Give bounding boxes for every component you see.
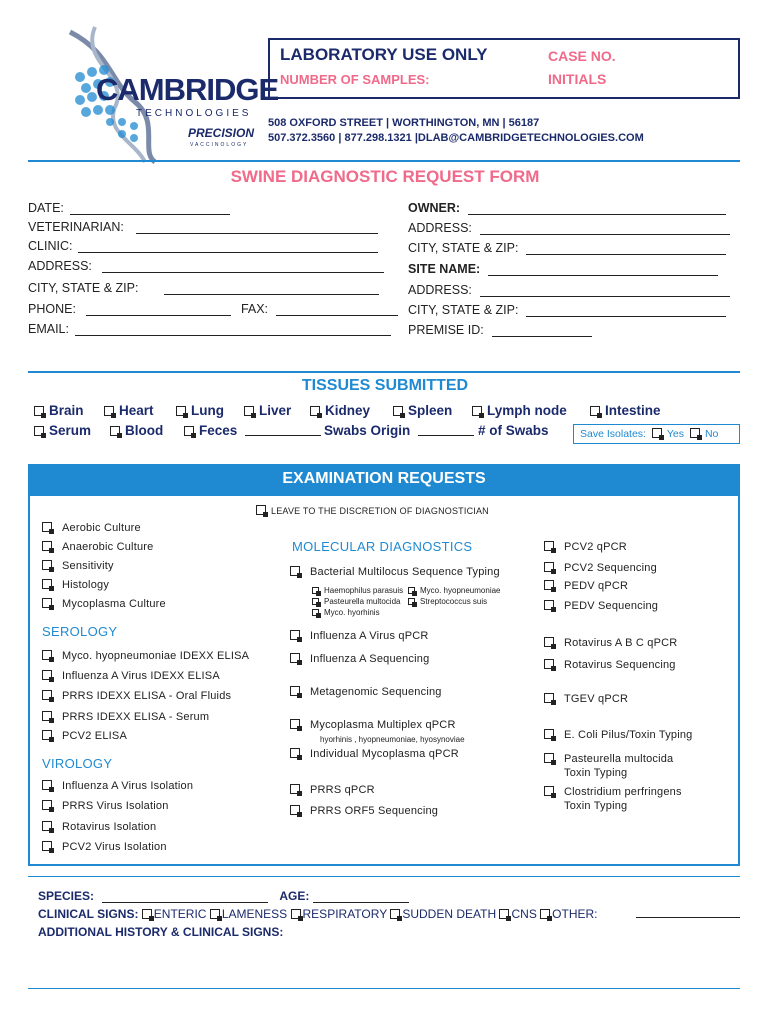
initials-label: INITIALS: [548, 71, 607, 87]
exam-molecular-6[interactable]: PRRS qPCR: [290, 784, 375, 796]
checkbox-icon: [393, 406, 403, 416]
checkbox-icon: [544, 753, 554, 763]
exam-serology-2[interactable]: Influenza A Virus IDEXX ELISA: [42, 670, 220, 682]
checkbox-icon: [184, 426, 194, 436]
checkbox-icon: [42, 522, 52, 532]
other-field[interactable]: [636, 906, 740, 918]
exam-molecular-2[interactable]: Influenza A Sequencing: [290, 653, 429, 665]
checkbox-icon: [42, 841, 52, 851]
logo-subtitle: TECHNOLOGIES: [136, 108, 252, 119]
isolates-yes[interactable]: Yes: [652, 428, 684, 440]
exam-serology-1[interactable]: Myco. hyopneumoniae IDEXX ELISA: [42, 650, 249, 662]
tissue-feces[interactable]: Feces: [184, 423, 237, 438]
serology-title: SEROLOGY: [42, 624, 118, 639]
checkbox-icon: [652, 428, 662, 438]
form-title: SWINE DIAGNOSTIC REQUEST FORM: [230, 167, 540, 186]
checkbox-icon: [408, 598, 415, 605]
checkbox-icon: [544, 659, 554, 669]
city-label: CITY, STATE & ZIP:: [28, 281, 139, 295]
exam-anaerobic-culture[interactable]: Anaerobic Culture: [42, 541, 153, 553]
site-address-field[interactable]: [480, 285, 730, 297]
checkbox-icon: [290, 653, 300, 663]
checkbox-icon: [256, 505, 266, 515]
tissue-blood[interactable]: Blood: [110, 423, 163, 438]
checkbox-icon: [42, 780, 52, 790]
history-label: ADDITIONAL HISTORY & CLINICAL SIGNS:: [38, 925, 284, 939]
checkbox-icon: [290, 784, 300, 794]
footer-rule-top: [28, 876, 740, 877]
exam-right-6[interactable]: Rotavirus Sequencing: [544, 659, 676, 671]
sign-sudden-death[interactable]: SUDDEN DEATH: [390, 907, 496, 921]
checkbox-icon: [499, 909, 509, 919]
exam-right-10[interactable]: Clostridium perfringens: [544, 786, 682, 798]
swabs-origin-field[interactable]: [418, 424, 474, 436]
site-city-label: CITY, STATE & ZIP:: [408, 303, 519, 317]
exam-serology-3[interactable]: PRRS IDEXX ELISA - Oral Fluids: [42, 690, 231, 702]
owner-label: OWNER:: [408, 201, 461, 215]
checkbox-icon: [42, 711, 52, 721]
checkbox-icon: [472, 406, 482, 416]
checkbox-icon: [42, 541, 52, 551]
checkbox-icon: [290, 805, 300, 815]
phone-label: PHONE:: [28, 302, 76, 316]
lab-address: 508 OXFORD STREET | WORTHINGTON, MN | 56187: [268, 117, 540, 129]
exam-molecular-3[interactable]: Metagenomic Sequencing: [290, 686, 442, 698]
bmst-myco-hyopneumoniae[interactable]: Myco. hyopneumoniae: [408, 586, 501, 595]
tissue-spleen[interactable]: Spleen: [393, 403, 452, 418]
case-no-label: CASE NO.: [548, 48, 616, 64]
exam-right-9[interactable]: Pasteurella multocida: [544, 753, 673, 765]
checkbox-icon: [544, 541, 554, 551]
tissue-serum[interactable]: Serum: [34, 423, 91, 438]
fax-label: FAX:: [240, 302, 269, 316]
tissues-title: TISSUES SUBMITTED: [301, 377, 469, 394]
date-field[interactable]: [70, 203, 230, 215]
exam-right-7[interactable]: TGEV qPCR: [544, 693, 628, 705]
checkbox-icon: [34, 426, 44, 436]
exam-right-5[interactable]: Rotavirus A B C qPCR: [544, 637, 677, 649]
exam-sensitivity[interactable]: Sensitivity: [42, 560, 114, 572]
owner-address-field[interactable]: [480, 223, 730, 235]
checkbox-icon: [544, 729, 554, 739]
history-field[interactable]: [28, 988, 740, 989]
email-field[interactable]: [75, 324, 391, 336]
save-isolates-label: Save Isolates:: [580, 428, 646, 440]
checkbox-icon: [544, 637, 554, 647]
site-name-label: SITE NAME:: [408, 262, 481, 276]
checkbox-icon: [42, 670, 52, 680]
exam-right-3[interactable]: PEDV qPCR: [544, 580, 628, 592]
site-city-field[interactable]: [526, 305, 726, 317]
bmst-streptococcus[interactable]: Streptococcus suis: [408, 597, 487, 606]
exam-molecular-1[interactable]: Influenza A Virus qPCR: [290, 630, 429, 642]
premise-label: PREMISE ID:: [408, 323, 484, 337]
tissue-heart[interactable]: Heart: [104, 403, 154, 418]
exam-right-9-sub: Toxin Typing: [564, 767, 628, 779]
sign-respiratory[interactable]: RESPIRATORY: [291, 907, 387, 921]
site-address-label: ADDRESS:: [408, 283, 472, 297]
sign-cns[interactable]: CNS: [499, 907, 536, 921]
clinic-field[interactable]: [78, 241, 378, 253]
checkbox-icon: [42, 650, 52, 660]
checkbox-icon: [310, 406, 320, 416]
checkbox-icon: [291, 909, 301, 919]
tissue-intestine[interactable]: Intestine: [590, 403, 661, 418]
checkbox-icon: [690, 428, 700, 438]
checkbox-icon: [176, 406, 186, 416]
owner-field[interactable]: [468, 203, 726, 215]
tissue-lung[interactable]: Lung: [176, 403, 224, 418]
checkbox-icon: [544, 693, 554, 703]
checkbox-icon: [290, 719, 300, 729]
checkbox-icon: [244, 406, 254, 416]
email-label: EMAIL:: [28, 322, 69, 336]
num-swabs-label: # of Swabs: [478, 423, 549, 438]
checkbox-icon: [42, 598, 52, 608]
exam-right-4[interactable]: PEDV Sequencing: [544, 600, 658, 612]
checkbox-icon: [390, 909, 400, 919]
checkbox-icon: [42, 560, 52, 570]
top-divider: [28, 160, 740, 162]
checkbox-icon: [590, 406, 600, 416]
checkbox-icon: [34, 406, 44, 416]
exam-bmst[interactable]: Bacterial Multilocus Sequence Typing: [290, 566, 500, 578]
exam-virology-1[interactable]: Influenza A Virus Isolation: [42, 780, 193, 792]
checkbox-icon: [290, 748, 300, 758]
sign-lameness[interactable]: LAMENESS: [210, 907, 287, 921]
logo: [40, 22, 279, 167]
age-label: AGE:: [279, 889, 310, 903]
age-field[interactable]: [313, 891, 409, 903]
exam-serology-5[interactable]: PCV2 ELISA: [42, 730, 127, 742]
checkbox-icon: [290, 630, 300, 640]
phone-field[interactable]: [86, 304, 231, 316]
checkbox-icon: [42, 821, 52, 831]
checkbox-icon: [42, 690, 52, 700]
exam-right-8[interactable]: E. Coli Pilus/Toxin Typing: [544, 729, 693, 741]
feces-field[interactable]: [245, 424, 321, 436]
checkbox-icon: [312, 598, 319, 605]
tissues-divider: [28, 371, 740, 373]
exam-virology-4[interactable]: PCV2 Virus Isolation: [42, 841, 167, 853]
exam-mycoplasma-culture[interactable]: Mycoplasma Culture: [42, 598, 166, 610]
lab-use-box: [268, 38, 740, 99]
lab-use-title: LABORATORY USE ONLY: [280, 45, 488, 64]
exam-molecular-4[interactable]: Mycoplasma Multiplex qPCR: [290, 719, 456, 731]
exam-aerobic-culture[interactable]: Aerobic Culture: [42, 522, 141, 534]
leave-to-diagnostician[interactable]: LEAVE TO THE DISCRETION OF DIAGNOSTICIAN: [256, 505, 489, 516]
precision-sub: VACCINOLOGY: [190, 142, 249, 148]
precision-logo: PRECISION: [188, 126, 255, 140]
exam-right-2[interactable]: PCV2 Sequencing: [544, 562, 657, 574]
checkbox-icon: [544, 786, 554, 796]
bmst-pasteurella[interactable]: Pasteurella multocida: [312, 597, 400, 606]
checkbox-icon: [544, 580, 554, 590]
virology-title: VIROLOGY: [42, 756, 113, 771]
owner-city-field[interactable]: [526, 243, 726, 255]
bmst-myco-hyorhinis[interactable]: Myco. hyorhinis: [312, 608, 380, 617]
address-label: ADDRESS:: [28, 259, 92, 273]
checkbox-icon: [210, 909, 220, 919]
bmst-haemophilus[interactable]: Haemophilus parasuis: [312, 586, 403, 595]
clinical-signs-label: CLINICAL SIGNS:: [38, 907, 139, 921]
checkbox-icon: [290, 566, 300, 576]
clinic-label: CLINIC:: [28, 239, 73, 253]
checkbox-icon: [290, 686, 300, 696]
exam-virology-3[interactable]: Rotavirus Isolation: [42, 821, 156, 833]
checkbox-icon: [42, 730, 52, 740]
owner-city-label: CITY, STATE & ZIP:: [408, 241, 519, 255]
checkbox-icon: [544, 562, 554, 572]
exam-molecular-5[interactable]: Individual Mycoplasma qPCR: [290, 748, 459, 760]
vet-field[interactable]: [136, 222, 378, 234]
vet-label: VETERINARIAN:: [28, 220, 124, 234]
sign-enteric[interactable]: ENTERIC: [142, 907, 207, 921]
logo-name: CAMBRIDGE: [96, 72, 279, 107]
tissue-lymph-node[interactable]: Lymph node: [472, 403, 567, 418]
date-label: DATE:: [28, 201, 64, 215]
lab-contact: 507.372.3560 | 877.298.1321 |DLAB@CAMBRIDGETECHNOLOGIES.COM: [268, 132, 644, 144]
num-samples-label: NUMBER OF SAMPLES:: [280, 72, 430, 87]
site-name-field[interactable]: [488, 264, 718, 276]
species-label: SPECIES:: [38, 889, 95, 903]
exam-right-1[interactable]: PCV2 qPCR: [544, 541, 627, 553]
checkbox-icon: [42, 579, 52, 589]
exam-serology-4[interactable]: PRRS IDEXX ELISA - Serum: [42, 711, 209, 723]
city-field[interactable]: [164, 283, 379, 295]
checkbox-icon: [142, 909, 152, 919]
sign-other[interactable]: OTHER:: [540, 907, 597, 921]
swabs-origin-label: Swabs Origin: [324, 423, 411, 438]
checkbox-icon: [544, 600, 554, 610]
premise-field[interactable]: [492, 325, 592, 337]
checkbox-icon: [312, 609, 319, 616]
checkbox-icon: [42, 800, 52, 810]
owner-address-label: ADDRESS:: [408, 221, 472, 235]
tissue-brain[interactable]: Brain: [34, 403, 84, 418]
exam-molecular-7[interactable]: PRRS ORF5 Sequencing: [290, 805, 438, 817]
save-isolates-box: [573, 424, 740, 444]
fax-field[interactable]: [276, 304, 398, 316]
species-field[interactable]: [102, 891, 268, 903]
exam-right-10-sub: Toxin Typing: [564, 800, 628, 812]
tissue-liver[interactable]: Liver: [244, 403, 291, 418]
address-field[interactable]: [102, 261, 384, 273]
checkbox-icon: [312, 587, 319, 594]
isolates-no[interactable]: No: [690, 428, 718, 440]
multiplex-subtext: hyorhinis , hyopneumoniae, hyosynoviae: [320, 735, 465, 744]
checkbox-icon: [104, 406, 114, 416]
checkbox-icon: [540, 909, 550, 919]
checkbox-icon: [110, 426, 120, 436]
tissue-kidney[interactable]: Kidney: [310, 403, 370, 418]
exam-title: EXAMINATION REQUESTS: [282, 470, 486, 487]
exam-virology-2[interactable]: PRRS Virus Isolation: [42, 800, 169, 812]
molecular-title: MOLECULAR DIAGNOSTICS: [292, 539, 473, 554]
checkbox-icon: [408, 587, 415, 594]
exam-histology[interactable]: Histology: [42, 579, 109, 591]
